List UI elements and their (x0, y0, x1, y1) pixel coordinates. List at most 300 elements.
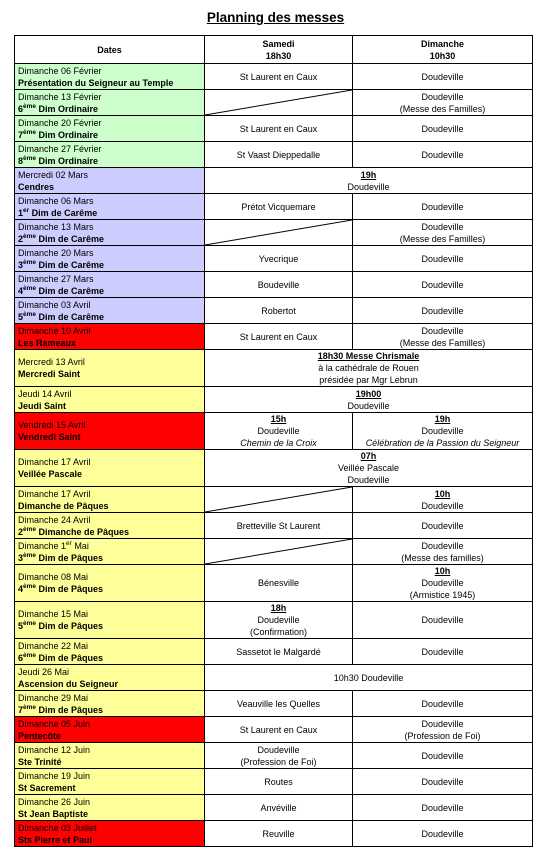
date-cell (15, 90, 205, 116)
saturday-cell (205, 639, 353, 665)
cell (353, 279, 532, 291)
date-cell (15, 639, 205, 665)
date-cell (15, 665, 205, 691)
saturday-cell (205, 64, 353, 90)
cell-line (205, 602, 352, 626)
date-cell (15, 821, 205, 847)
feast-text: Ascension du Seigneur (18, 678, 119, 689)
saturday-cell (205, 717, 353, 743)
merged-cell (205, 350, 533, 387)
table-row (15, 450, 533, 487)
feast-name (18, 400, 204, 412)
saturday-cell (205, 769, 353, 795)
cell (353, 540, 532, 564)
cell (353, 614, 532, 626)
date-cell (15, 387, 205, 413)
feast-name (18, 155, 204, 167)
saturday-cell (205, 272, 353, 298)
cell (353, 305, 532, 317)
feast-text: Ste Trinité (18, 756, 62, 767)
sunday-cell (353, 539, 533, 565)
cell (205, 201, 352, 213)
cell (353, 325, 532, 349)
date-line: Dimanche 29 Mai (18, 692, 89, 703)
cell-line: Robertot (261, 305, 296, 316)
table-row (15, 665, 533, 691)
date-line: Dimanche 27 Février (18, 143, 102, 154)
cell-line: (Profession de Foi) (404, 730, 481, 741)
feast-name (18, 704, 204, 716)
date-line: Dimanche 19 Juin (18, 770, 91, 781)
cell-line: Doudeville (421, 828, 464, 839)
saturday-cell (205, 821, 353, 847)
cell-text: 10h30 Doudeville (333, 672, 404, 683)
feast-text: Dim de Pâques (36, 652, 104, 663)
date-line: Dimanche 10 Avril (18, 325, 91, 336)
sunday-cell (353, 717, 533, 743)
merged-cell (205, 387, 533, 413)
date-cell (15, 795, 205, 821)
rich-cell (205, 602, 352, 638)
feast-text: Dim de Carême (36, 259, 105, 270)
table-row (15, 743, 533, 769)
sunday-cell (353, 142, 533, 168)
feast-name (18, 233, 204, 245)
cell-text: Doudeville (347, 400, 390, 411)
feast-text: Dim de Pâques (36, 704, 104, 715)
date-cell (15, 691, 205, 717)
time: 18h (270, 603, 287, 613)
sunday-cell (353, 602, 533, 639)
time: 19h00 (355, 388, 382, 399)
cell (353, 828, 532, 840)
mass-schedule-table (14, 35, 533, 847)
cell-text: Doudeville (421, 426, 464, 436)
time: 10h (434, 488, 451, 499)
feast-number: 3 (18, 552, 24, 563)
date-sup: er (66, 539, 72, 547)
cell (205, 698, 352, 710)
date-line: Mercredi 13 Avril (18, 357, 85, 367)
cell-text: Doudeville (257, 615, 300, 625)
table-row (15, 602, 533, 639)
cell (205, 744, 352, 768)
cell-line: Doudeville (421, 91, 464, 102)
sunday-cell (353, 194, 533, 220)
time: 15h (270, 414, 287, 424)
saturday-cell (205, 90, 353, 116)
feast-number: 5 (18, 311, 24, 322)
date-line: Dimanche 20 Mars (18, 247, 94, 258)
date-cell (15, 64, 205, 90)
table-row (15, 272, 533, 298)
cell-line: Doudeville (421, 149, 464, 160)
saturday-cell (205, 795, 353, 821)
cell-line2: Célébration de la Passion du Seigneur (365, 438, 520, 448)
cell (205, 253, 352, 265)
cell-line: Doudeville (421, 646, 464, 657)
cell-line: Doudeville (257, 744, 300, 755)
cell-text: Doudeville (421, 500, 464, 511)
time: 19h (434, 414, 451, 424)
date-line: Dimanche 08 Mai (18, 572, 89, 582)
date-cell (15, 142, 205, 168)
no-mass-slash (205, 220, 352, 245)
table-row (15, 513, 533, 539)
cell-line: Doudeville (421, 718, 464, 729)
date-cell (15, 220, 205, 246)
header-dates: Dates (15, 36, 205, 64)
cell (353, 646, 532, 658)
cell-line: (Messe des Familles) (399, 337, 486, 348)
saturday-cell (205, 194, 353, 220)
feast-name (18, 834, 204, 846)
feast-number: 2 (18, 526, 24, 537)
saturday-cell (205, 324, 353, 350)
feast-text: Jeudi Saint (18, 400, 67, 411)
no-mass-slash (205, 487, 352, 512)
sunday-cell (353, 116, 533, 142)
date-line: Dimanche 03 Avril (18, 299, 91, 310)
table-row (15, 116, 533, 142)
date-line: Dimanche 22 Mai (18, 640, 89, 651)
saturday-cell (205, 565, 353, 602)
cell-line: St Vaast Dieppedalle (236, 149, 321, 160)
saturday-cell (205, 539, 353, 565)
feast-name (18, 500, 204, 512)
cell (205, 724, 352, 736)
date-cell (15, 350, 205, 387)
feast-sup: ème (23, 525, 37, 533)
date-cell (15, 246, 205, 272)
rich-cell (353, 565, 532, 601)
feast-sup: ème (23, 310, 37, 318)
cell-line2: présidée par Mgr Lebrun (319, 375, 418, 385)
feast-name (18, 808, 204, 820)
table-row (15, 565, 533, 602)
cell-text: à la cathédrale de Rouen (318, 363, 419, 373)
feast-number: 7 (18, 129, 24, 140)
sunday-cell (353, 246, 533, 272)
feast-number: 1 (18, 207, 24, 218)
date-cell (15, 743, 205, 769)
feast-name (18, 730, 204, 742)
date-line: Dimanche 13 Mars (18, 221, 94, 232)
date-line: Vendredi 15 Avril (18, 420, 86, 430)
sunday-cell (353, 487, 533, 513)
cell-line: Doudeville (421, 123, 464, 134)
date-cell (15, 450, 205, 487)
feast-name (18, 468, 204, 480)
cell (205, 577, 352, 589)
sunday-cell (353, 691, 533, 717)
cell (353, 123, 532, 135)
feast-name (18, 207, 204, 219)
feast-number: 6 (18, 652, 24, 663)
rich-cell (353, 413, 532, 449)
date-line: Dimanche 03 Juillet (18, 822, 97, 833)
cell-line: Doudeville (421, 540, 464, 551)
sunday-cell (353, 565, 533, 602)
date-cell (15, 116, 205, 142)
rich-cell (353, 488, 532, 512)
cell (353, 776, 532, 788)
time: 07h (360, 451, 377, 461)
feast-name (18, 77, 204, 89)
saturday-cell (205, 246, 353, 272)
sunday-cell (353, 64, 533, 90)
cell-line: Yvecrique (258, 253, 299, 264)
feast-text: Vendredi Saint (18, 432, 81, 442)
table-row (15, 413, 533, 450)
date-cell (15, 602, 205, 639)
feast-number: 4 (18, 584, 24, 594)
cell-line (353, 413, 532, 437)
page-title: Planning des messes (206, 10, 345, 25)
cell (353, 201, 532, 213)
cell-line: Doudeville (421, 71, 464, 82)
cell-line: Bénesville (257, 578, 300, 588)
merged-cell (205, 168, 533, 194)
cell-line: (Messe des familles) (401, 552, 484, 563)
feast-text: Dim Ordinaire (36, 103, 99, 114)
date-line: Dimanche 06 Février (18, 65, 102, 76)
feast-name (18, 756, 204, 768)
feast-number: 5 (18, 621, 24, 631)
cell (353, 802, 532, 814)
date-cell (15, 194, 205, 220)
table-row (15, 769, 533, 795)
date-line: Dimanche 27 Mars (18, 273, 94, 284)
sunday-cell (353, 324, 533, 350)
feast-number: 7 (18, 704, 24, 715)
cell-line: Doudeville (421, 698, 464, 709)
saturday-cell (205, 220, 353, 246)
date-cell (15, 565, 205, 602)
cell (205, 828, 352, 840)
saturday-cell (205, 413, 353, 450)
date-line: Dimanche 17 Avril (18, 488, 91, 499)
feast-name (18, 337, 204, 349)
feast-text: Dim Ordinaire (36, 129, 99, 140)
feast-name (18, 583, 204, 595)
feast-name (18, 431, 204, 443)
table-row (15, 691, 533, 717)
date-line: Dimanche 05 Juin (18, 718, 91, 729)
table-row (15, 64, 533, 90)
cell (353, 718, 532, 742)
cell-line: Boudeville (257, 279, 300, 290)
cell (205, 279, 352, 291)
feast-text: Dimanche de Pâques (18, 500, 109, 511)
table-row (15, 168, 533, 194)
rich-cell (205, 413, 352, 449)
feast-text: Veillée Pascale (18, 469, 83, 479)
feast-name (18, 552, 204, 564)
date-text: Dimanche 1 (18, 540, 67, 551)
feast-sup: ème (23, 154, 37, 162)
cell-line: Doudeville (421, 325, 464, 336)
sunday-cell (353, 513, 533, 539)
feast-text: Dim de Pâques (36, 552, 104, 563)
time: 19h (360, 169, 377, 180)
cell-line2: (Armistice 1945) (409, 590, 476, 600)
rich-cell (205, 350, 532, 386)
date-line: Dimanche 20 Février (18, 117, 102, 128)
feast-name (18, 368, 204, 380)
cell-line: Doudeville (421, 776, 464, 787)
cell-line (205, 388, 532, 412)
feast-text: Dim Ordinaire (36, 155, 99, 166)
feast-name (18, 678, 204, 690)
cell (205, 71, 352, 83)
feast-sup: ème (23, 258, 37, 266)
feast-name (18, 311, 204, 323)
feast-text: Dim de Carême (36, 311, 105, 322)
cell-line2: (Confirmation) (249, 627, 307, 637)
cell (205, 802, 352, 814)
cell-line: Bretteville St Laurent (236, 520, 321, 531)
header-saturday: Samedi 18h30 (205, 36, 353, 64)
date-cell (15, 168, 205, 194)
cell-line: (Messe des Familles) (399, 233, 486, 244)
table-row (15, 639, 533, 665)
cell-line: St Laurent en Caux (239, 724, 318, 735)
cell-line (353, 565, 532, 589)
feast-number: 3 (18, 259, 24, 270)
sunday-cell (353, 795, 533, 821)
sunday-cell (353, 413, 533, 450)
date-cell (15, 487, 205, 513)
cell (353, 253, 532, 265)
date-line (18, 540, 204, 552)
saturday-cell (205, 691, 353, 717)
feast-name (18, 285, 204, 297)
cell-line: Reuville (262, 828, 295, 839)
table-row (15, 142, 533, 168)
cell-line (205, 169, 532, 193)
feast-text: Dimanche de Pâques (36, 526, 130, 537)
saturday-cell (205, 116, 353, 142)
date-line: Dimanche 17 Avril (18, 457, 91, 467)
cell-line: Doudeville (421, 221, 464, 232)
date-cell (15, 324, 205, 350)
saturday-cell (205, 487, 353, 513)
no-mass-slash (205, 539, 352, 564)
feast-name (18, 782, 204, 794)
feast-text: Dim de Carême (36, 285, 105, 296)
merged-cell (205, 665, 533, 691)
feast-sup: ème (23, 551, 37, 559)
sunday-cell (353, 743, 533, 769)
feast-text: St Jean Baptiste (18, 808, 89, 819)
feast-sup: ème (23, 583, 37, 590)
no-mass-slash (205, 90, 352, 115)
table-row (15, 90, 533, 116)
feast-sup: ème (23, 232, 37, 240)
header-row (15, 36, 533, 64)
cell-line: Doudeville (421, 279, 464, 290)
table-row (15, 821, 533, 847)
table-row (15, 717, 533, 743)
time: 10h (434, 566, 451, 576)
sunday-cell (353, 821, 533, 847)
date-cell (15, 717, 205, 743)
feast-text: Mercredi Saint (18, 369, 81, 379)
cell (205, 305, 352, 317)
feast-number: 2 (18, 233, 24, 244)
feast-sup: ème (23, 102, 37, 110)
feast-sup: er (23, 206, 30, 214)
sunday-cell (353, 90, 533, 116)
feast-number: 8 (18, 155, 24, 166)
cell (353, 520, 532, 532)
date-line: Dimanche 24 Avril (18, 514, 91, 525)
cell-line: (Messe des Familles) (399, 103, 486, 114)
feast-text: St Sacrement (18, 782, 76, 793)
cell-line: Veauville les Quelles (236, 698, 321, 709)
feast-text: Cendres (18, 181, 55, 192)
table-row (15, 194, 533, 220)
feast-text: Les Rameaux (18, 337, 77, 348)
cell-line: (Profession de Foi) (240, 756, 317, 767)
cell-line (205, 350, 532, 374)
cell (353, 221, 532, 245)
feast-text: Présentation du Seigneur au Temple (18, 77, 174, 88)
rich-cell (205, 450, 532, 486)
date-line: Jeudi 14 Avril (18, 388, 72, 399)
date-cell (15, 298, 205, 324)
cell (353, 698, 532, 710)
cell-line: Sassetot le Malgardé (236, 646, 321, 657)
feast-name (18, 103, 204, 115)
sunday-cell (353, 272, 533, 298)
date-cell (15, 272, 205, 298)
feast-text: Dim de Pâques (36, 584, 104, 594)
cell-line: Doudeville (421, 615, 464, 625)
sunday-cell (353, 220, 533, 246)
cell-line2: Doudeville (347, 475, 390, 485)
date-line: Dimanche 13 Février (18, 91, 102, 102)
cell-line: St Laurent en Caux (239, 331, 318, 342)
cell-text: Doudeville (421, 578, 464, 588)
date-cell (15, 413, 205, 450)
saturday-cell (205, 743, 353, 769)
cell-line: Doudeville (421, 520, 464, 531)
cell (205, 646, 352, 658)
saturday-cell (205, 513, 353, 539)
date-text: Mai (71, 540, 89, 551)
feast-name (18, 129, 204, 141)
table-row (15, 350, 533, 387)
date-line: Dimanche 12 Juin (18, 744, 91, 755)
cell-line: Routes (264, 776, 293, 787)
cell-line: St Laurent en Caux (239, 71, 318, 82)
date-line: Dimanche 15 Mai (18, 609, 89, 619)
cell-text: Doudeville (257, 426, 300, 436)
cell (205, 123, 352, 135)
feast-name (18, 526, 204, 538)
feast-name (18, 259, 204, 271)
cell-line: Doudeville (421, 750, 464, 761)
feast-text: Dim de Carême (36, 233, 105, 244)
cell (205, 331, 352, 343)
cell (205, 149, 352, 161)
cell (353, 149, 532, 161)
rich-cell (205, 388, 532, 412)
feast-number: 6 (18, 103, 24, 114)
cell-line: Doudeville (421, 802, 464, 813)
